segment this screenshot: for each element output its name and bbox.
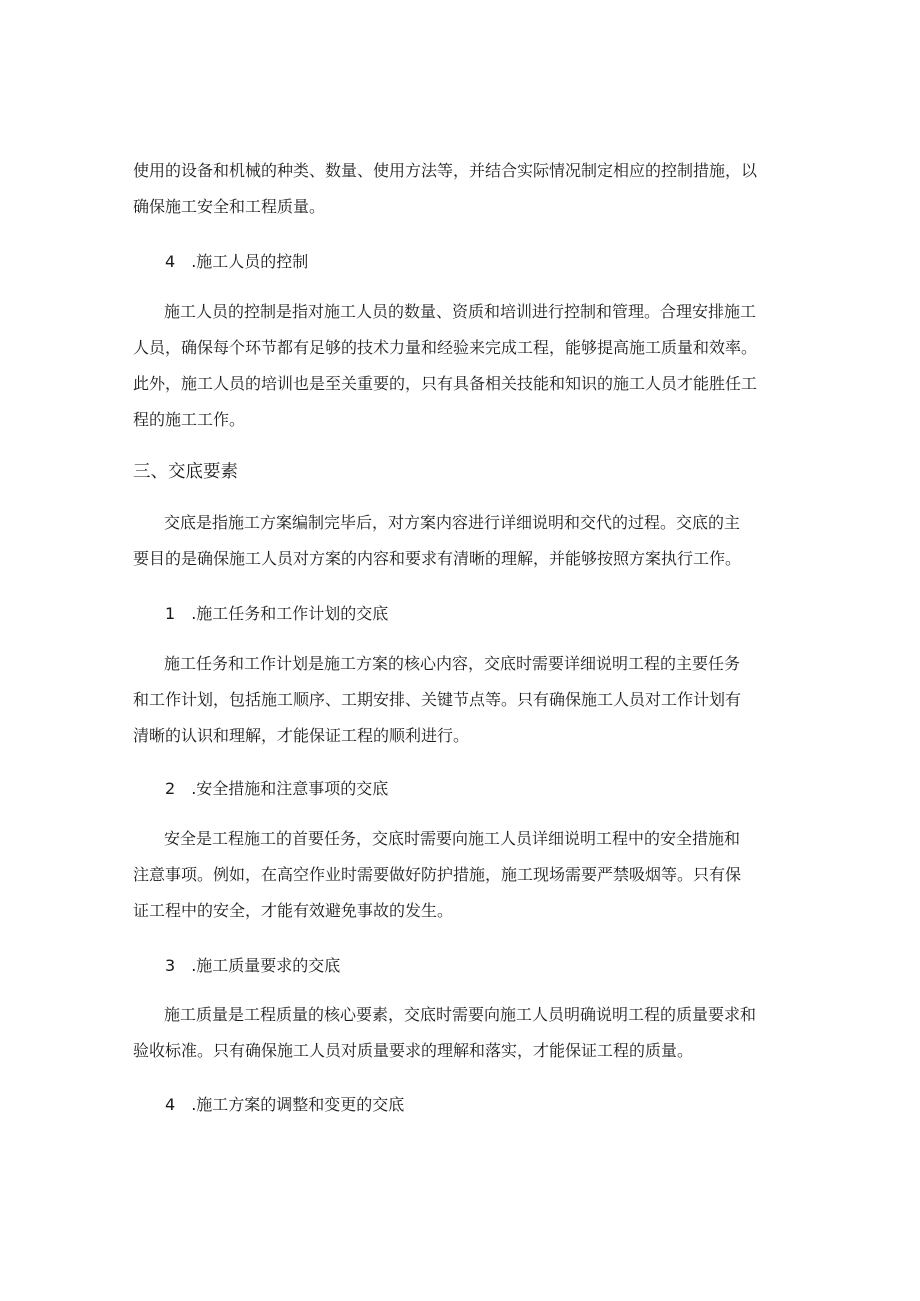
subheading-title: .施工质量要求的交底 [191,956,341,975]
text-line: 施工质量是工程质量的核心要素，交底时需要向施工人员明确说明工程的质量要求和 [164,1005,757,1024]
text-line: 施工任务和工作计划是施工方案的核心内容，交底时需要详细说明工程的主要任务 [164,654,741,673]
text-line: 清晰的认识和理解，才能保证工程的顺利进行。 [133,726,470,745]
subheading-title: .施工任务和工作计划的交底 [191,604,389,623]
text-line: 确保施工安全和工程质量。 [133,197,326,216]
text-line: 使用的设备和机械的种类、数量、使用方法等，并结合实际情况制定相应的控制措施，以 [133,161,758,180]
text-line: 验收标准。只有确保施工人员对质量要求的理解和落实，才能保证工程的质量。 [133,1041,694,1060]
text-line: 注意事项。例如，在高空作业时需要做好防护措施，施工现场需要严禁吸烟等。只有保 [133,865,742,884]
subheading-task-plan-handover [165,603,388,625]
text-line: 程的施工工作。 [133,410,246,429]
subheading-number: 2 [165,779,176,798]
subheading-title: .施工人员的控制 [191,252,309,271]
section-heading-handover-elements: 三、交底要素 [133,462,238,482]
text-line: 要目的是确保施工人员对方案的内容和要求有清晰的理解，并能够按照方案执行工作。 [133,549,742,568]
text-line: 证工程中的安全，才能有效避免事故的发生。 [133,901,454,920]
text-line: 施工人员的控制是指对施工人员的数量、资质和培训进行控制和管理。合理安排施工 [164,302,757,321]
subheading-number: 1 [165,604,176,623]
subheading-title: .安全措施和注意事项的交底 [191,779,389,798]
subheading-title: .施工方案的调整和变更的交底 [191,1095,405,1114]
text-line: 人员，确保每个环节都有足够的技术力量和经验来完成工程，能够提高施工质量和效率。 [133,338,758,357]
text-line: 交底是指施工方案编制完毕后，对方案内容进行详细说明和交代的过程。交底的主 [164,513,741,532]
text-line: 安全是工程施工的首要任务，交底时需要向施工人员详细说明工程中的安全措施和 [164,829,741,848]
subheading-plan-change-handover [165,1094,404,1116]
text-line: 此外，施工人员的培训也是至关重要的，只有具备相关技能和知识的施工人员才能胜任工 [133,374,758,393]
subheading-personnel-control [165,251,308,273]
subheading-number: 3 [165,956,176,975]
subheading-number: 4 [165,252,176,271]
text-line: 和工作计划，包括施工顺序、工期安排、关键节点等。只有确保施工人员对工作计划有 [133,690,742,709]
subheading-safety-handover [165,778,388,800]
subheading-quality-handover [165,955,340,977]
subheading-number: 4 [165,1095,176,1114]
